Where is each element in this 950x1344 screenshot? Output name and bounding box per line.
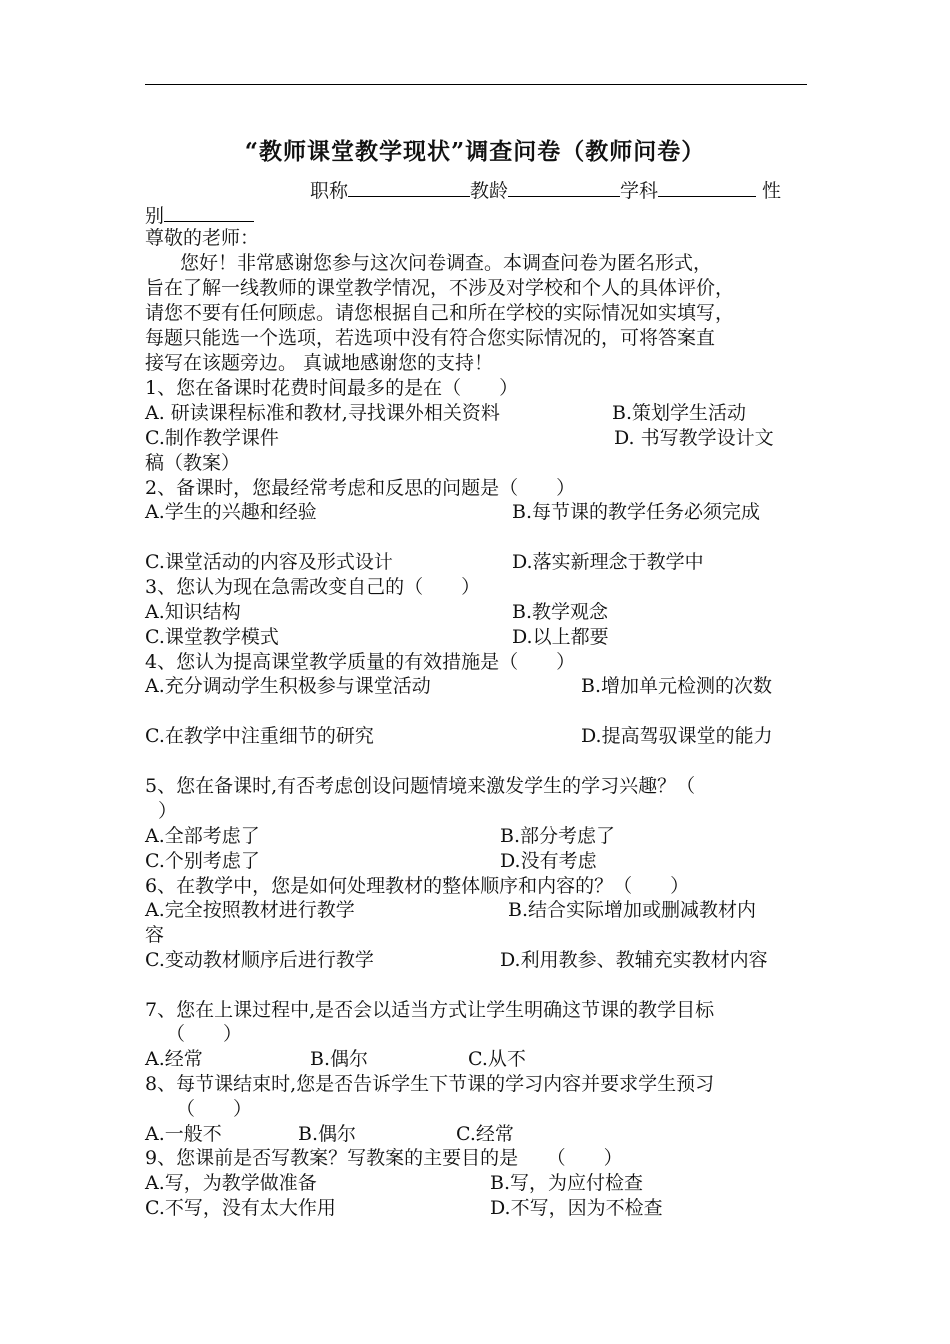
option-5a: A.全部考虑了 — [145, 825, 260, 847]
intro-line: 请您不要有任何顾虑。请您根据自己和所在学校的实际情况如实填写， — [145, 302, 735, 324]
option-9c: C.不写，没有太大作用 — [145, 1197, 336, 1219]
option-4c: C.在教学中注重细节的研究 — [145, 725, 374, 747]
option-6a: A.完全按照教材进行教学 — [145, 899, 355, 921]
option-7b: B.偶尔 — [310, 1048, 369, 1070]
question-7-cont: （ ） — [166, 1023, 243, 1045]
option-8b: B.偶尔 — [298, 1123, 357, 1145]
gender-row — [145, 201, 254, 229]
intro-line: 接写在该题旁边。 真诚地感谢您的支持！ — [145, 352, 494, 374]
subject-label: 学科 — [620, 180, 659, 202]
option-2b: B.每节课的教学任务必须完成 — [512, 501, 761, 523]
option-3c: C.课堂教学模式 — [145, 626, 279, 648]
years-label: 教龄 — [470, 180, 509, 202]
question-3: 3、您认为现在急需改变自己的（ ） — [145, 576, 481, 598]
option-5c: C.个别考虑了 — [145, 850, 260, 872]
option-4d: D.提高驾驭课堂的能力 — [581, 725, 773, 747]
option-1c: C.制作教学课件 — [145, 427, 279, 449]
question-8-cont: （ ） — [176, 1098, 253, 1120]
option-8c: C.经常 — [456, 1123, 514, 1145]
gender-label-part1: 性 — [762, 180, 782, 202]
question-2: 2、备课时，您最经常考虑和反思的问题是（ ） — [145, 477, 576, 499]
question-8: 8、每节课结束时,您是否告诉学生下节课的学习内容并要求学生预习 — [145, 1073, 715, 1095]
option-6b: B.结合实际增加或删减教材内 — [508, 899, 757, 921]
teacher-info-row — [310, 176, 781, 204]
option-1a: A. 研读课程标准和教材,寻找课外相关资料 — [145, 402, 500, 424]
question-5: 5、您在备课时,有否考虑创设问题情境来激发学生的学习兴趣？（ — [145, 775, 696, 797]
option-3b: B.教学观念 — [512, 601, 609, 623]
option-1d: D. 书写教学设计文 — [614, 427, 774, 449]
header-rule — [145, 84, 807, 85]
gender-label-part2: 别 — [145, 205, 165, 227]
option-9a: A.写，为教学做准备 — [145, 1172, 317, 1194]
title-label: 职称 — [310, 180, 349, 202]
question-1: 1、您在备课时花费时间最多的是在（ ） — [145, 377, 519, 399]
years-blank[interactable] — [508, 176, 620, 197]
subject-blank[interactable] — [658, 176, 756, 197]
intro-line: 每题只能选一个选项，若选项中没有符合您实际情况的，可将答案直 — [145, 327, 716, 349]
option-9b: B.写，为应付检查 — [490, 1172, 644, 1194]
option-1b: B.策划学生活动 — [612, 402, 747, 424]
option-4a: A.充分调动学生积极参与课堂活动 — [145, 675, 431, 697]
question-5-cont: ） — [158, 800, 178, 822]
option-6b-cont: 容 — [145, 924, 165, 946]
question-7: 7、您在上课过程中,是否会以适当方式让学生明确这节课的教学目标 — [145, 999, 715, 1021]
gender-blank[interactable] — [164, 201, 254, 222]
option-2a: A.学生的兴趣和经验 — [145, 501, 317, 523]
option-2c: C.课堂活动的内容及形式设计 — [145, 551, 393, 573]
option-8a: A.一般不 — [145, 1123, 222, 1145]
greeting: 尊敬的老师： — [145, 227, 260, 249]
option-5b: B.部分考虑了 — [500, 825, 616, 847]
option-3d: D.以上都要 — [512, 626, 609, 648]
option-1d-cont: 稿（教案） — [145, 452, 241, 474]
option-2d: D.落实新理念于教学中 — [512, 551, 704, 573]
option-4b: B.增加单元检测的次数 — [581, 675, 773, 697]
intro-line: 旨在了解一线教师的课堂教学情况，不涉及对学校和个人的具体评价， — [145, 277, 735, 299]
question-6: 6、在教学中，您是如何处理教材的整体顺序和内容的？（ ） — [145, 875, 690, 897]
option-3a: A.知识结构 — [145, 601, 241, 623]
option-6c: C.变动教材顺序后进行教学 — [145, 949, 374, 971]
option-9d: D.不写，因为不检查 — [490, 1197, 663, 1219]
option-7a: A.经常 — [145, 1048, 203, 1070]
intro-line: 您好！非常感谢您参与这次问卷调查。本调查问卷为匿名形式， — [180, 252, 713, 274]
option-6d: D.利用教参、教辅充实教材内容 — [500, 949, 768, 971]
title-blank[interactable] — [348, 176, 470, 197]
page-title: “教师课堂教学现状”调查问卷（教师问卷） — [244, 138, 706, 165]
option-7c: C.从不 — [468, 1048, 526, 1070]
question-4: 4、您认为提高课堂教学质量的有效措施是（ ） — [145, 651, 576, 673]
option-5d: D.没有考虑 — [500, 850, 597, 872]
question-9: 9、您课前是否写教案？写教案的主要目的是 （ ） — [145, 1147, 623, 1169]
